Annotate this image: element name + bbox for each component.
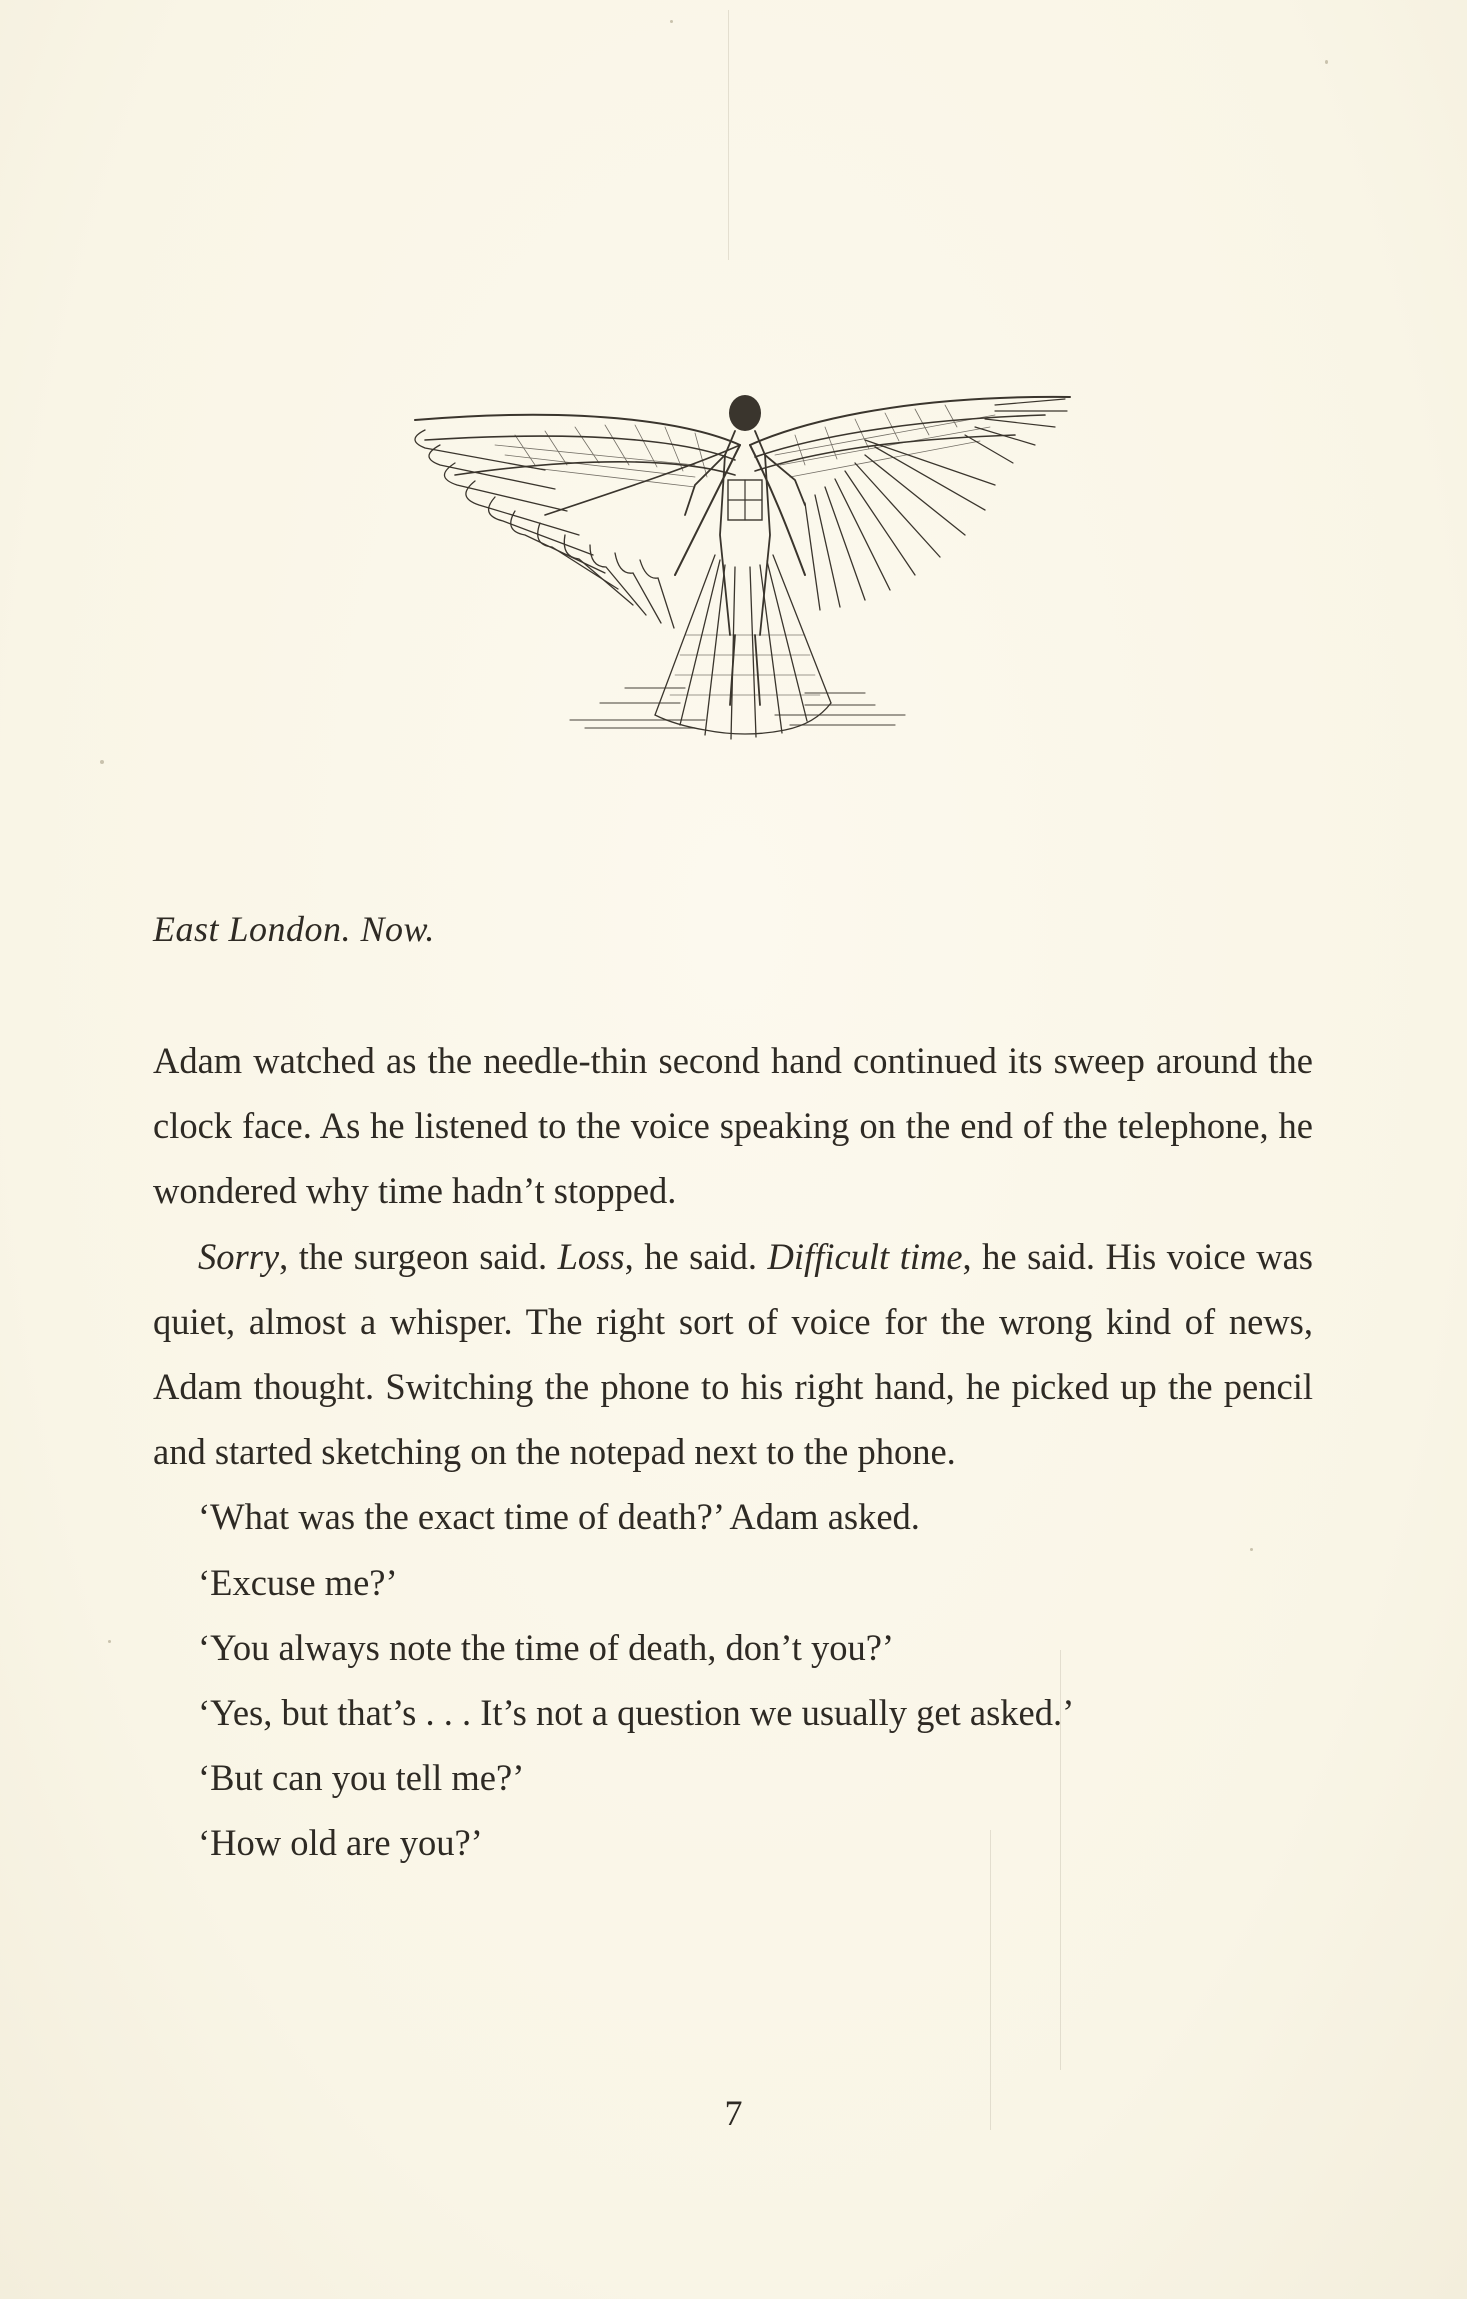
text-run: ‘Yes, but that’s . . . It’s not a question we usually get asked.’ xyxy=(198,1692,1075,1734)
text-run: , he said. His voice was quiet, almost a whisper. The right sort of voice for the wrong kind of news, Adam thought. Switching the phone to his right hand, he picked up the pencil and started sketching on the notepad next to the phone. xyxy=(153,1235,1313,1473)
figure-body xyxy=(685,395,805,705)
paragraph xyxy=(153,1550,1313,1615)
text-run: , the surgeon said. xyxy=(279,1235,558,1277)
text-run: ‘You always note the time of death, don’t you?’ xyxy=(198,1626,895,1668)
text-run: Adam watched as the needle-thin second hand continued its sweep around the clock face. As he listened to the voice speaking on the end of the telephone, he wondered why time hadn’t stopped. xyxy=(153,1040,1313,1212)
text-run: ‘Excuse me?’ xyxy=(198,1561,398,1603)
page-number: 7 xyxy=(724,2093,743,2133)
paper-speck xyxy=(100,760,104,764)
paper-speck xyxy=(670,20,673,23)
text-run: ‘What was the exact time of death?’ Adam asked. xyxy=(198,1496,920,1538)
italic-text: Difficult time xyxy=(767,1235,963,1277)
body-text xyxy=(153,1028,1313,1876)
ground-hatching xyxy=(570,688,905,728)
paragraph xyxy=(153,1615,1313,1680)
chapter-heading: East London. Now. xyxy=(153,909,435,949)
paragraph xyxy=(153,1680,1313,1745)
paper-speck xyxy=(1325,60,1328,64)
text-run: ‘How old are you?’ xyxy=(198,1822,483,1864)
paragraph xyxy=(153,1745,1313,1810)
paragraph xyxy=(153,1484,1313,1549)
paper-crease xyxy=(728,10,729,260)
italic-text: Loss xyxy=(557,1235,625,1277)
paragraph xyxy=(153,1028,1313,1224)
paragraph xyxy=(153,1810,1313,1875)
paragraph xyxy=(153,1224,1313,1485)
winged-man-engraving-icon xyxy=(395,385,1085,755)
italic-text: Sorry xyxy=(198,1235,280,1277)
text-run: , he said. xyxy=(624,1235,768,1277)
tail-feathers xyxy=(655,555,831,739)
text-run: ‘But can you tell me?’ xyxy=(198,1757,525,1799)
paper-speck xyxy=(108,1640,111,1643)
